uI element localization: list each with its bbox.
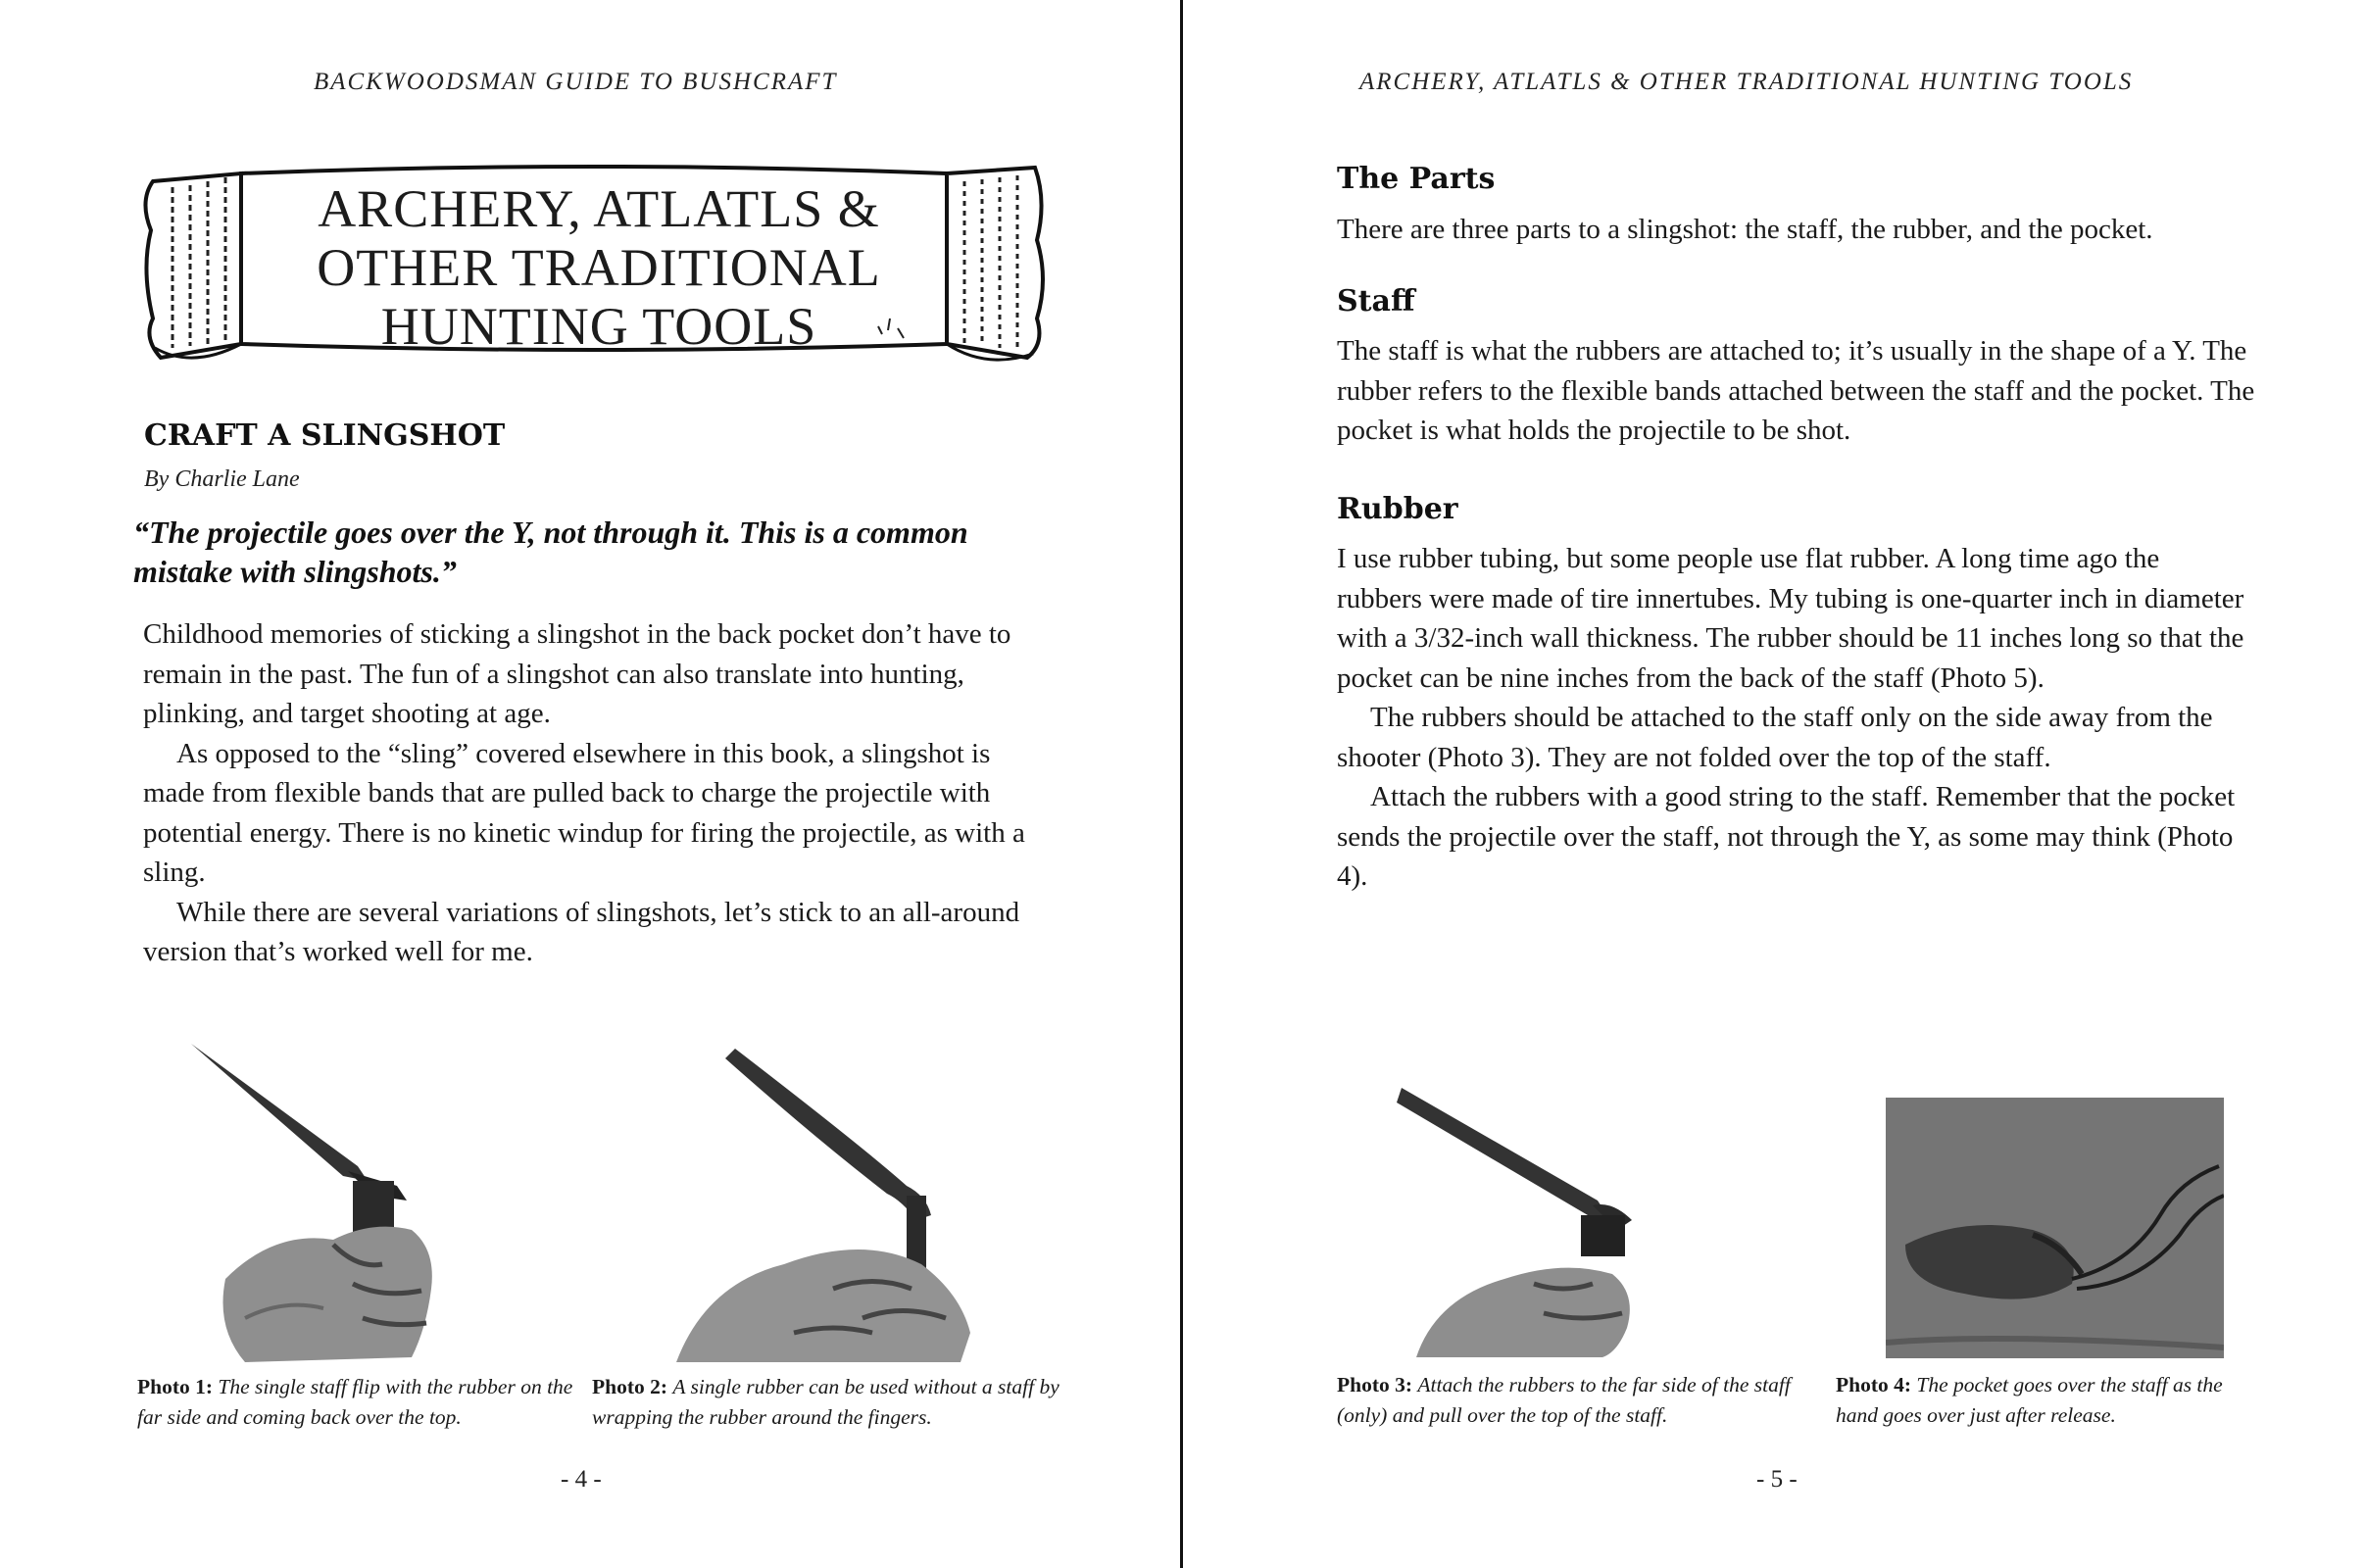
- caption-text: Attach the rubbers to the far side of the staff (only) and pull over the top of the staff.: [1337, 1373, 1791, 1427]
- paragraph: While there are several variations of slingshots, let’s stick to an all-around version that’s worked well for me.: [143, 896, 1020, 967]
- pull-quote: “The projectile goes over the Y, not through it. This is a common mistake with slingshots.”: [133, 514, 968, 589]
- hand-staff-photo-icon: [1397, 1083, 1651, 1357]
- section-body-rubber: [1337, 539, 2248, 897]
- paragraph: The staff is what the rubbers are attached to; it’s usually in the shape of a Y. The rubber refers to the flexible bands attached between the staff and the pocket. The pocket is what holds the projectile to be shot.: [1337, 335, 2255, 446]
- caption-label: Photo 4:: [1836, 1373, 1912, 1396]
- caption-label: Photo 1:: [137, 1375, 214, 1398]
- right-page: [1183, 0, 2365, 1568]
- caption-label: Photo 3:: [1337, 1373, 1413, 1396]
- page-number-left: - 4 -: [561, 1466, 602, 1493]
- page-number-right: - 5 -: [1756, 1466, 1798, 1493]
- section-heading-staff: Staff: [1337, 284, 1415, 318]
- paragraph: The rubbers should be attached to the staff only on the side away from the shooter (Photo 3). They are not folded over the top of the staff.: [1337, 702, 2213, 773]
- chapter-title: ARCHERY, ATLATLS & OTHER TRADITIONAL HUNTING TOOLS: [317, 179, 881, 356]
- article-body: [143, 614, 1025, 972]
- caption-text: The pocket goes over the staff as the hand goes over just after release.: [1836, 1373, 2223, 1427]
- photo-caption-4: [1836, 1370, 2247, 1431]
- caption-text: The single staff flip with the rubber on the far side and coming back over the top.: [137, 1375, 573, 1429]
- article-title: CRAFT A SLINGSHOT: [144, 418, 506, 453]
- hand-slingshot-photo-icon: [186, 1034, 451, 1362]
- pocket-release-photo-icon: [1886, 1098, 2224, 1358]
- running-head-right: ARCHERY, ATLATLS & OTHER TRADITIONAL HUNTING TOOLS: [1359, 69, 2134, 95]
- section-body-staff: [1337, 331, 2268, 451]
- left-page: [0, 0, 1180, 1568]
- paragraph: I use rubber tubing, but some people use flat rubber. A long time ago the rubbers were made of tire innertubes. My tubing is one-quarter inch in diameter with a 3/32-inch wall thickness. The rubber should be 11 inches long so that the pocket can be nine inches from the back of the staff (Photo 5).: [1337, 543, 2244, 694]
- paragraph: Attach the rubbers with a good string to the staff. Remember that the pocket sends the projectile over the staff, not through the Y, as some may think (Photo 4).: [1337, 781, 2236, 892]
- paragraph: There are three parts to a slingshot: the staff, the rubber, and the pocket.: [1337, 214, 2153, 245]
- section-body-the-parts: [1337, 210, 2317, 250]
- caption-text: A single rubber can be used without a staff by wrapping the rubber around the fingers.: [592, 1375, 1059, 1429]
- photo-caption-3: [1337, 1370, 1798, 1431]
- section-heading-rubber: Rubber: [1337, 492, 1458, 526]
- hand-band-photo-icon: [666, 1039, 1049, 1362]
- photo-caption-1: [137, 1372, 578, 1433]
- paragraph: Childhood memories of sticking a slingshot in the back pocket don’t have to remain in the past. The fun of a slingshot can also translate into hunting, plinking, and target shooting at age.: [143, 618, 1011, 729]
- caption-label: Photo 2:: [592, 1375, 668, 1398]
- chapter-banner: [133, 152, 1055, 369]
- section-heading-the-parts: The Parts: [1337, 162, 1496, 196]
- running-head-left: BACKWOODSMAN GUIDE TO BUSHCRAFT: [314, 69, 838, 95]
- paragraph: As opposed to the “sling” covered elsewhere in this book, a slingshot is made from flexible bands that are pulled back to charge the projectile with potential energy. There is no kinetic windup for firing the projectile, as with a sling.: [143, 737, 1025, 888]
- photo-caption-2: [592, 1372, 1062, 1433]
- byline: By Charlie Lane: [144, 466, 300, 492]
